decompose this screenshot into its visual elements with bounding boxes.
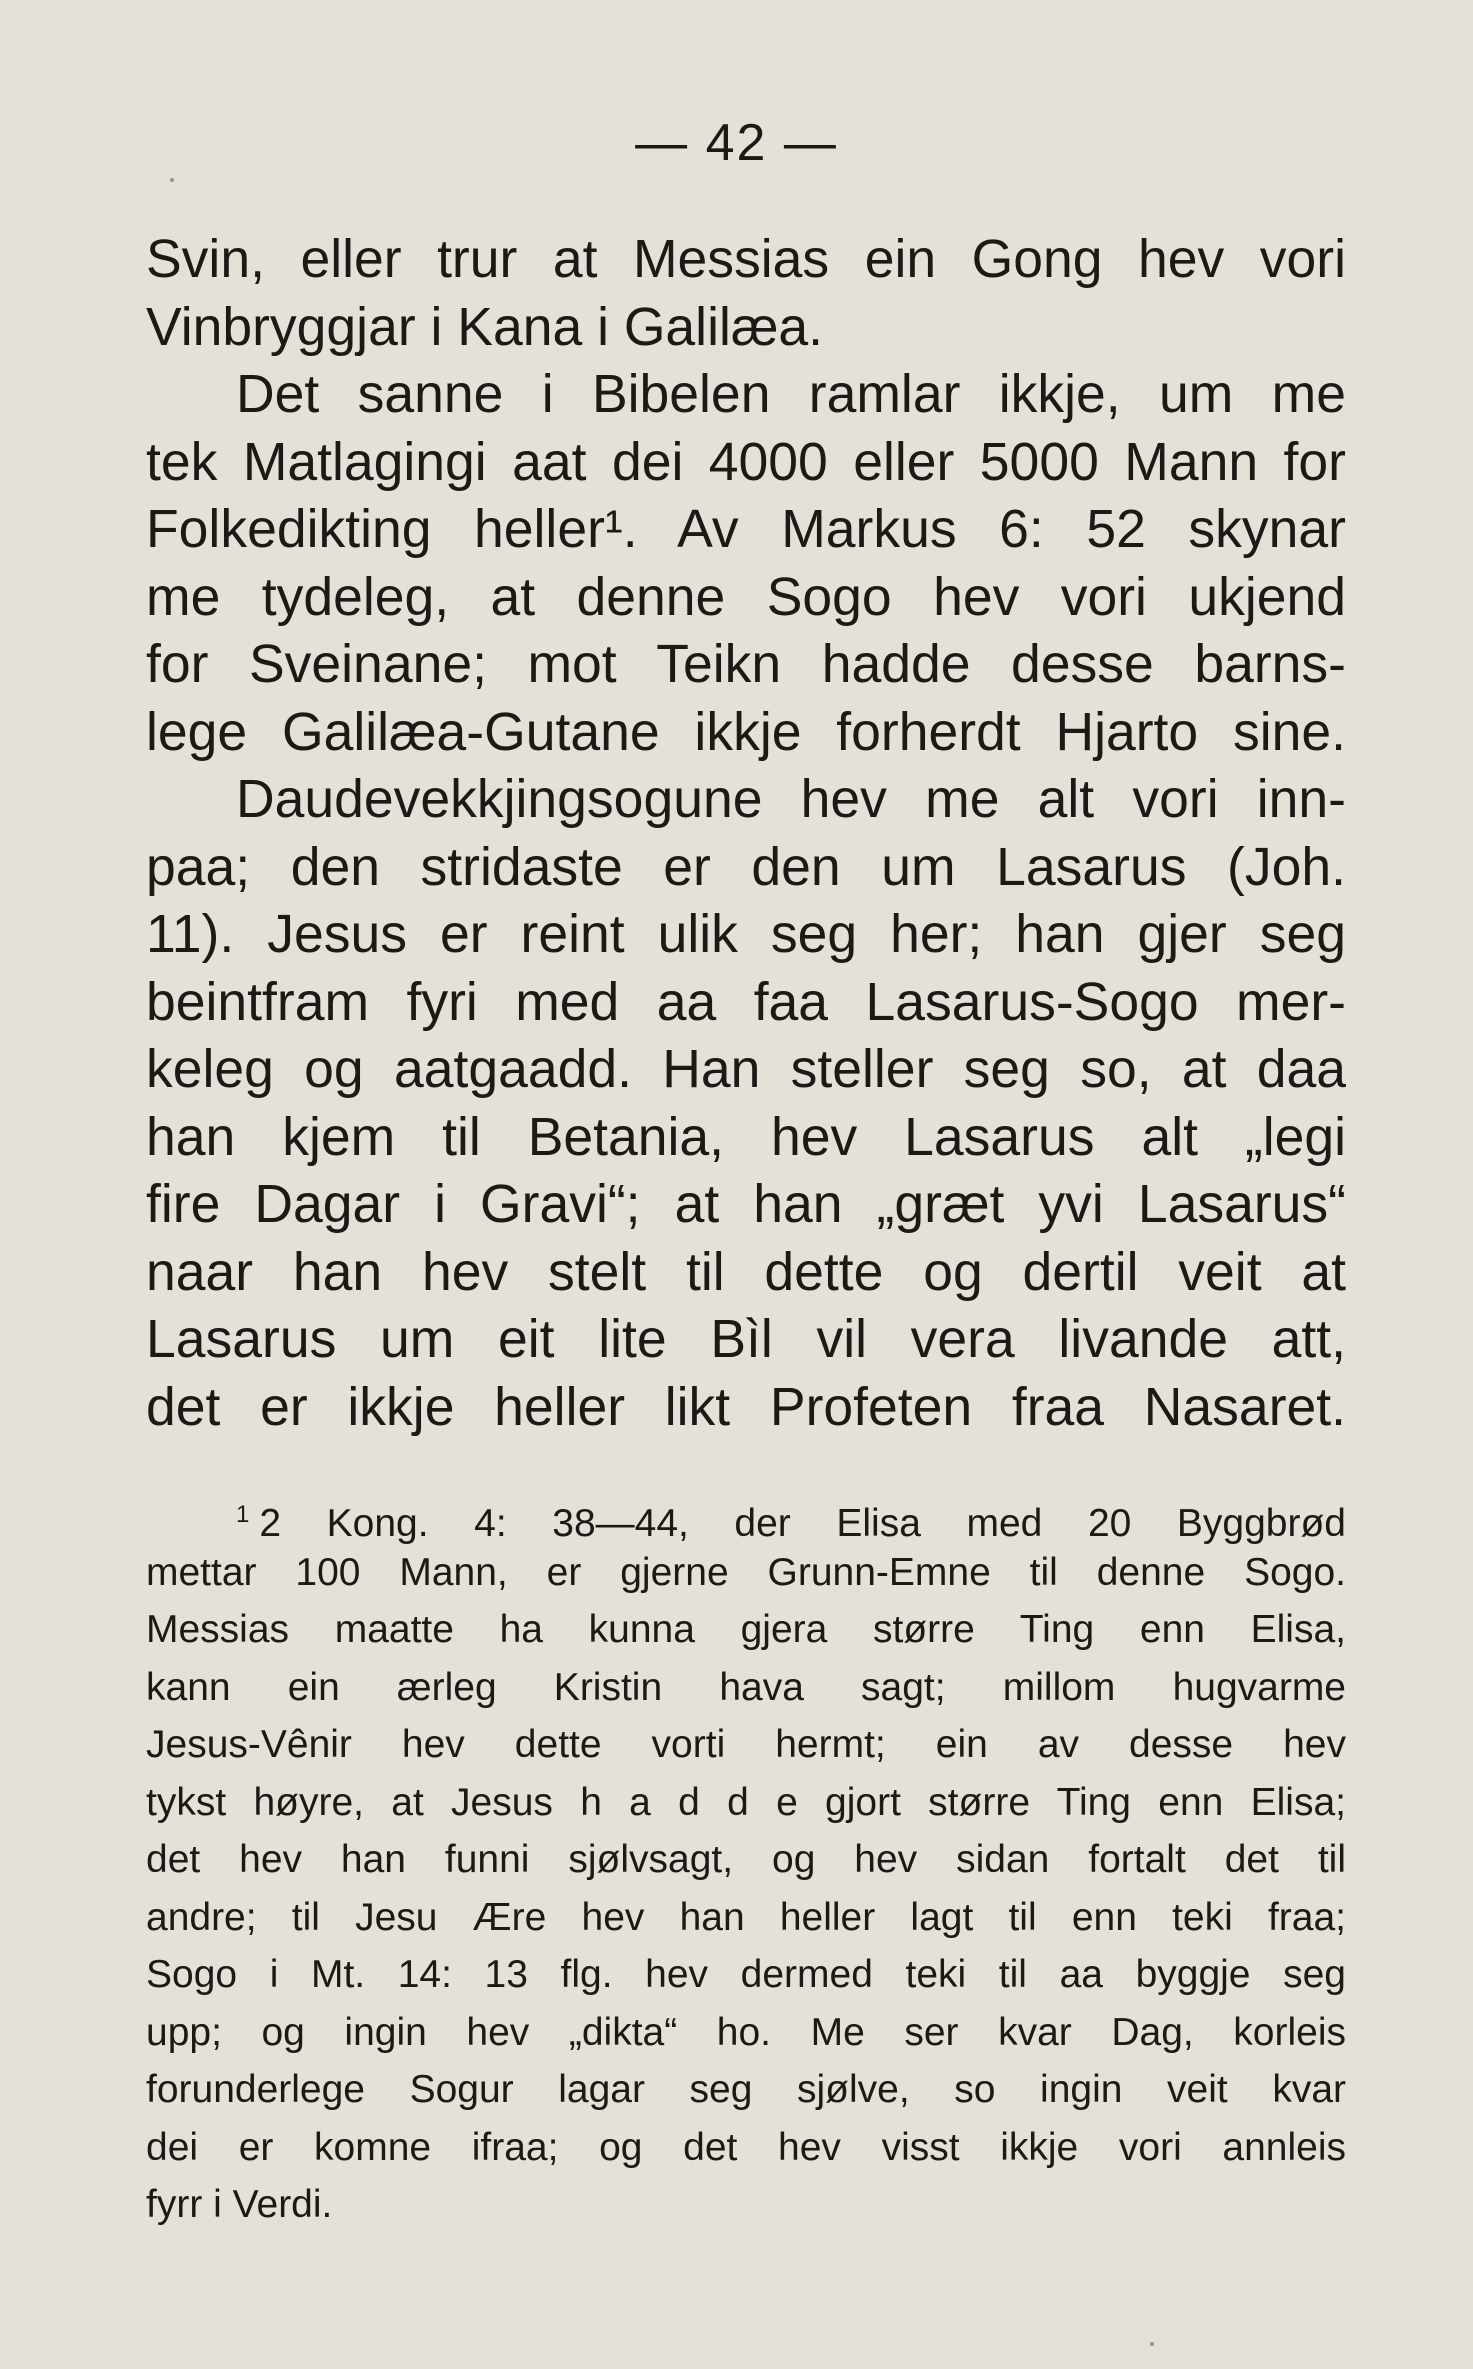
paper-speck bbox=[1150, 2342, 1154, 2346]
footnote-line: mettar 100 Mann, er gjerne Grunn-Emne til denne Sogo. bbox=[146, 1550, 1346, 1594]
page-number: — 42 — bbox=[635, 114, 838, 172]
footnote-line: kann ein ærleg Kristin hava sagt; millom hugvarme bbox=[146, 1665, 1346, 1709]
footnote bbox=[146, 1486, 1346, 2234]
footnote-line: Jesus-Vênir hev dette vorti hermt; ein av desse hev bbox=[146, 1723, 1346, 1766]
paper-speck bbox=[170, 178, 174, 182]
footnote-line: fyrr i Verdi. bbox=[146, 2183, 333, 2226]
paragraph-2 bbox=[146, 361, 1346, 766]
text-line: Det sanne i Bibelen ramlar ikkje, um me bbox=[236, 365, 1346, 424]
text-line: Svin, eller trur at Messias ein Gong hev vori bbox=[146, 230, 1346, 289]
text-line: paa; den stridaste er den um Lasarus (Joh. bbox=[146, 837, 1346, 897]
text-line: 11). Jesus er reint ulik seg her; han gjer seg bbox=[146, 905, 1346, 964]
footnote-line: andre; til Jesu Ære hev han heller lagt til enn teki fraa; bbox=[146, 1895, 1346, 1939]
footnote-line: upp; og ingin hev „dikta“ ho. Me ser kvar Dag, korleis bbox=[146, 2010, 1346, 2054]
text-line: me tydeleg, at denne Sogo hev vori ukjend bbox=[146, 567, 1346, 627]
footnote-marker: 1 bbox=[236, 1501, 250, 1528]
footnote-line: forunderlege Sogur lagar seg sjølve, so ingin veit kvar bbox=[146, 2068, 1346, 2111]
text-line: keleg og aatgaadd. Han steller seg so, at daa bbox=[146, 1040, 1346, 1099]
body-text bbox=[146, 226, 1346, 1441]
footnote-text: 2 Kong. 4: 38—44, der Elisa med 20 Byggbrød bbox=[259, 1502, 1346, 1545]
footnote-line: Messias maatte ha kunna gjera større Ting enn Elisa, bbox=[146, 1608, 1346, 1651]
text-line: det er ikkje heller likt Profeten fraa Nasaret. bbox=[146, 1377, 1346, 1437]
footnote-line: det hev han funni sjølvsagt, og hev sidan fortalt det til bbox=[146, 1838, 1346, 1881]
text-line: tek Matlagingi aat dei 4000 eller 5000 Mann for bbox=[146, 432, 1346, 492]
text-line: Daudevekkjingsogune hev me alt vori inn- bbox=[236, 770, 1346, 829]
text-line: for Sveinane; mot Teikn hadde desse barns- bbox=[146, 635, 1346, 694]
text-line: han kjem til Betania, hev Lasarus alt „legi bbox=[146, 1107, 1346, 1167]
footnote-line bbox=[146, 1486, 1346, 1544]
footnote-line: Sogo i Mt. 14: 13 flg. hev dermed teki til aa byggje seg bbox=[146, 1953, 1346, 1996]
text-line: Lasarus um eit lite Bìl vil vera livande att, bbox=[146, 1310, 1346, 1369]
paragraph-1 bbox=[146, 226, 1346, 361]
text-line: Vinbryggjar i Kana i Galilæa. bbox=[146, 297, 824, 357]
text-line: lege Galilæa-Gutane ikkje forherdt Hjarto sine. bbox=[146, 702, 1346, 762]
footnote-line: dei er komne ifraa; og det hev visst ikkje vori annleis bbox=[146, 2125, 1346, 2169]
text-line: Folkedikting heller¹. Av Markus 6: 52 skynar bbox=[146, 500, 1346, 559]
footnote-line: tykst høyre, at Jesus h a d d e gjort større Ting enn Elisa; bbox=[146, 1780, 1346, 1824]
paragraph-3 bbox=[146, 766, 1346, 1441]
text-line: beintfram fyri med aa faa Lasarus-Sogo mer- bbox=[146, 972, 1346, 1032]
text-line: naar han hev stelt til dette og dertil veit at bbox=[146, 1242, 1346, 1302]
text-line: fire Dagar i Gravi“; at han „græt yvi Lasarus“ bbox=[146, 1175, 1346, 1234]
